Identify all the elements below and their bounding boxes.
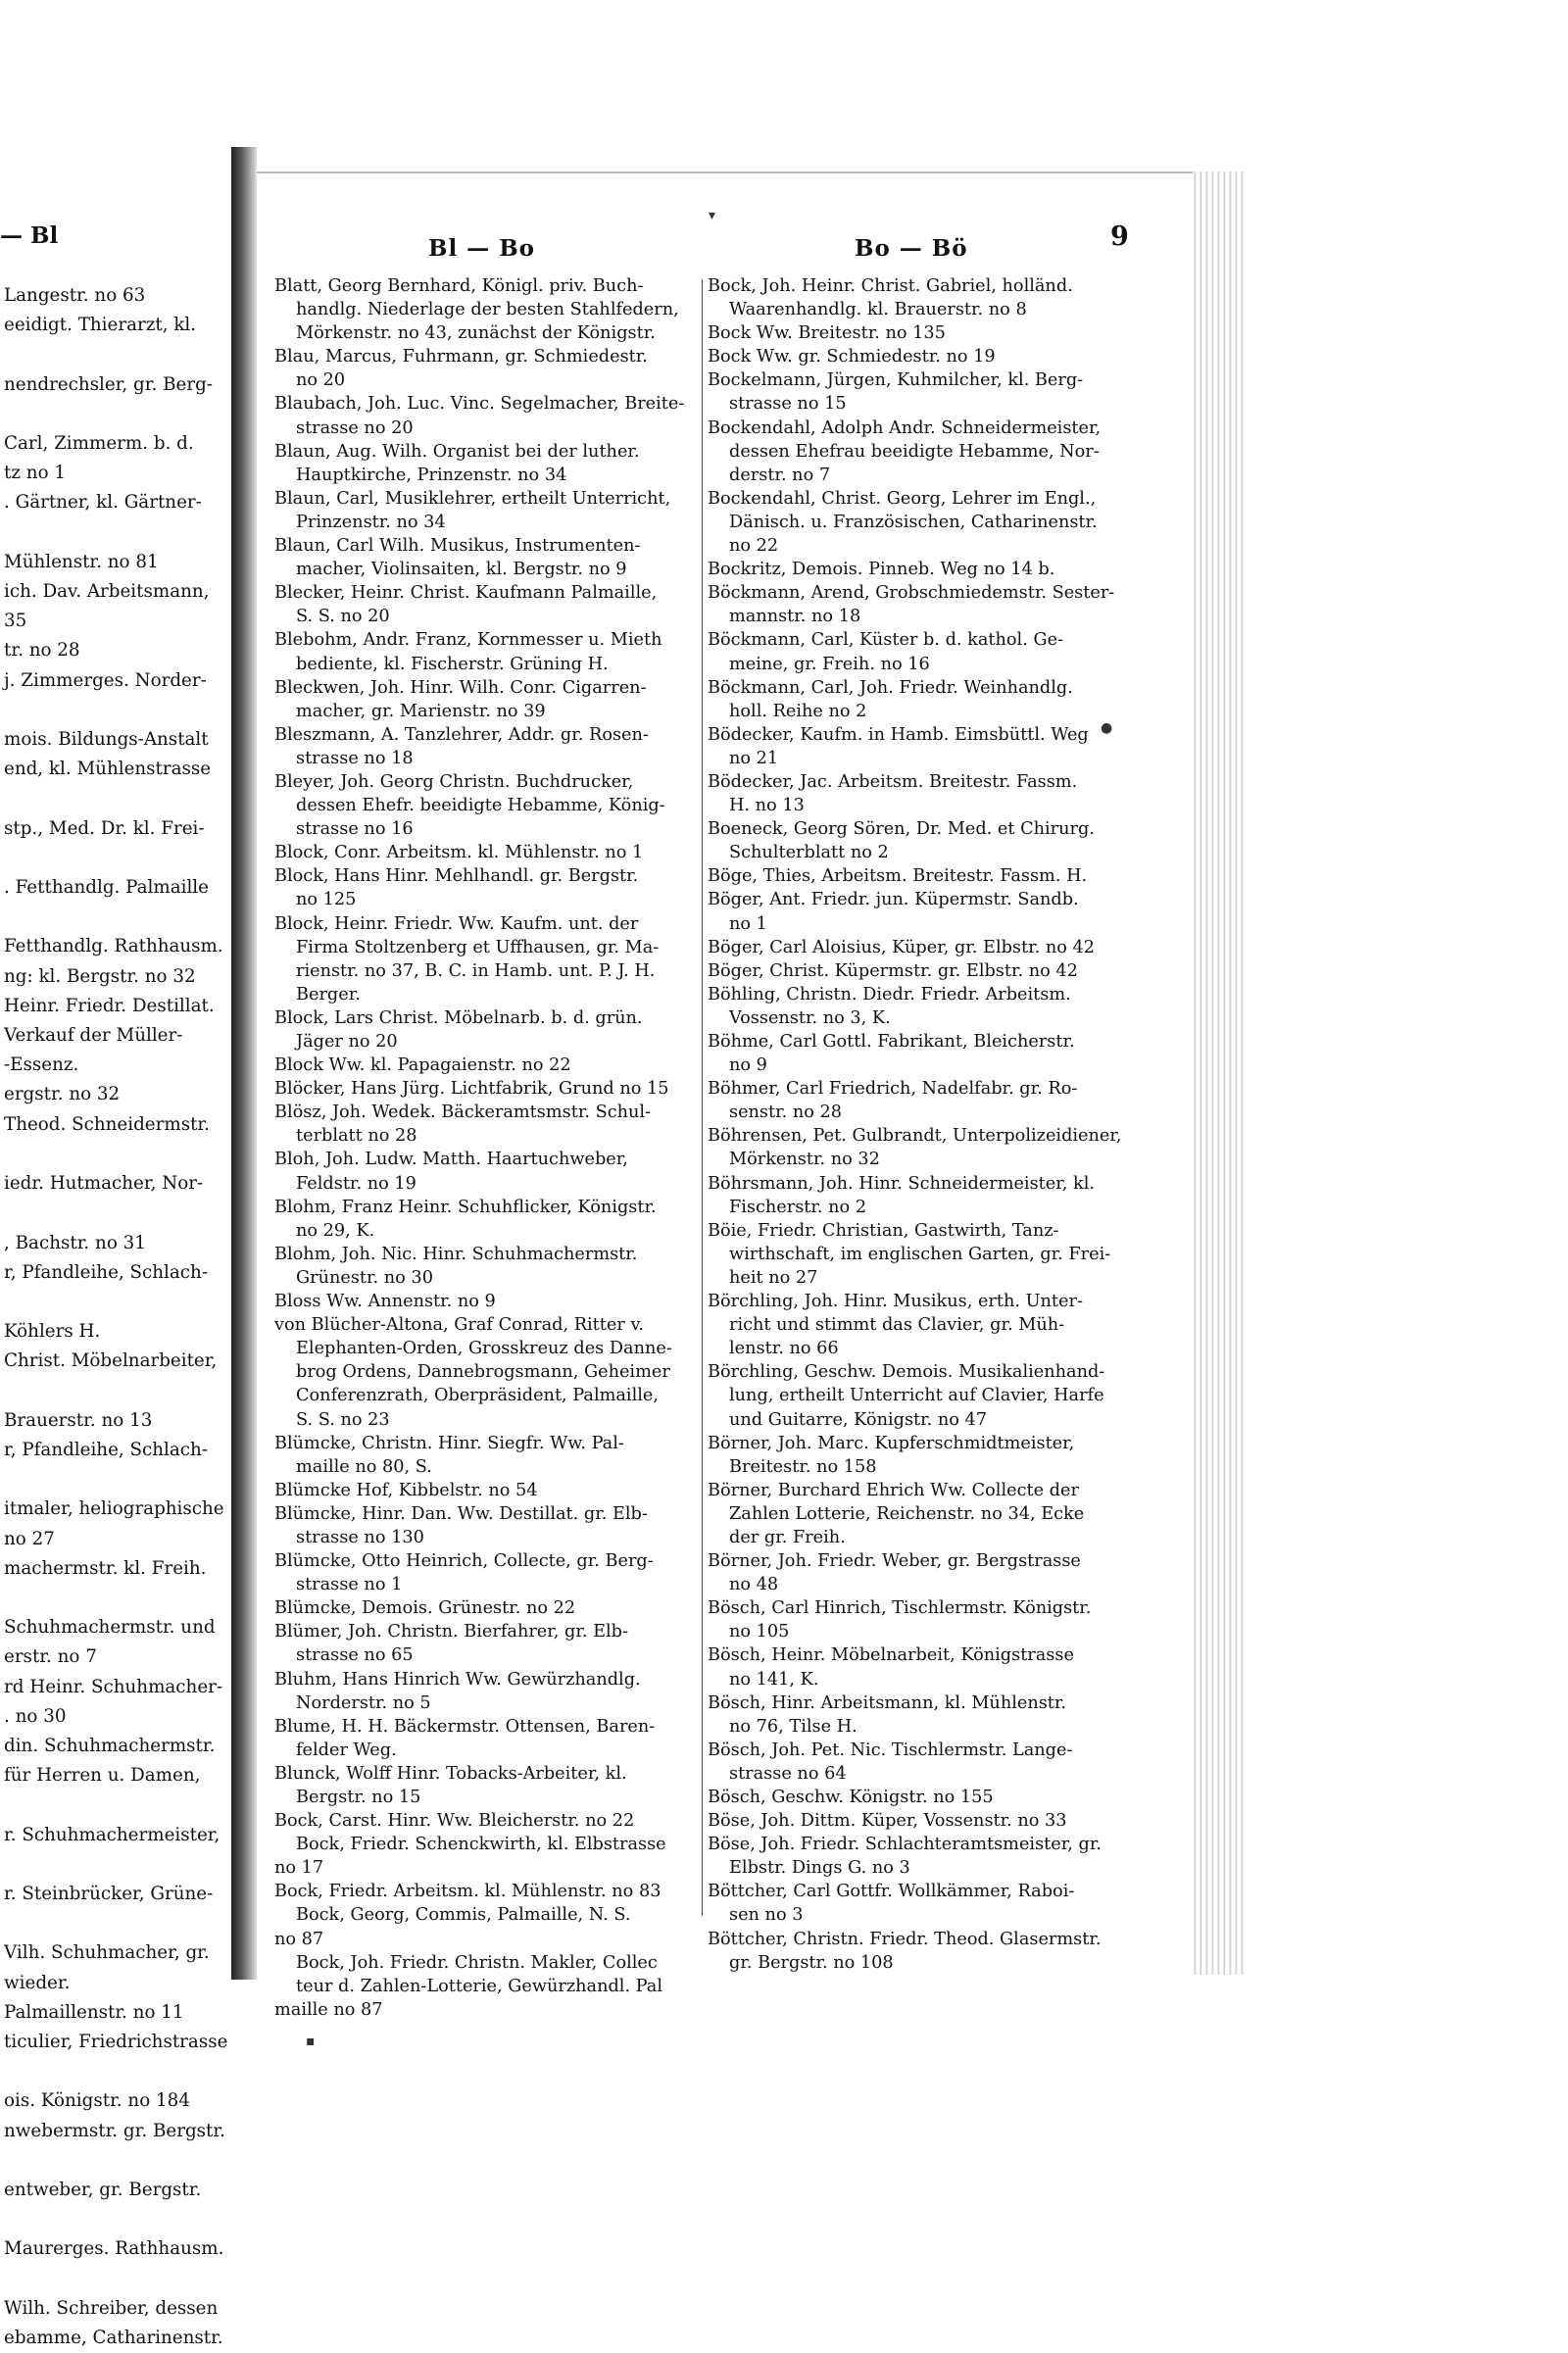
directory-entry-line: Böttcher, Carl Gottfr. Wollkämmer, Raboi-	[708, 1882, 1075, 1902]
directory-entry-line: Böhmer, Carl Friedrich, Nadelfabr. gr. Ro-	[708, 1079, 1078, 1100]
page-number: 9	[1110, 221, 1129, 252]
directory-entry-line: mannstr. no 18	[729, 607, 861, 627]
previous-page-line: Fetthandlg. Rathhausm.	[4, 936, 223, 957]
previous-page-line: Palmaillenstr. no 11	[4, 2001, 184, 2023]
directory-entry-line: Norderstr. no 5	[296, 1692, 431, 1713]
previous-page-line: ticulier, Friedrichstrasse	[4, 2031, 228, 2052]
directory-entry-line: Börner, Burchard Ehrich Ww. Collecte der	[708, 1480, 1079, 1500]
previous-page-line	[4, 696, 227, 725]
directory-entry-line: Breitestr. no 158	[729, 1456, 877, 1477]
directory-entry-line: macher, Violinsaiten, kl. Bergstr. no 9	[296, 560, 627, 580]
directory-entry-line: no 105	[729, 1622, 790, 1642]
previous-page-line: . Gärtner, kl. Gärtner-	[4, 492, 202, 514]
previous-page-line	[4, 1790, 227, 1820]
previous-page-line: Carl, Zimmerm. b. d.	[4, 433, 194, 455]
previous-page-line: Brauerstr. no 13	[4, 1409, 153, 1431]
previous-page-line: -Essenz.	[4, 1054, 79, 1076]
directory-entry-line: Blume, H. H. Bäckermstr. Ottensen, Baren-	[274, 1716, 656, 1737]
previous-page-line: Köhlers H.	[4, 1321, 101, 1343]
directory-entry-line: Börner, Joh. Friedr. Weber, gr. Bergstrasse	[708, 1551, 1081, 1572]
directory-entry-line: Blaun, Carl Wilh. Musikus, Instrumenten-	[274, 536, 641, 557]
directory-entry-line: wirthschaft, im englischen Garten, gr. Frei-	[729, 1244, 1111, 1264]
previous-page-line: Theod. Schneidermstr.	[4, 1113, 210, 1135]
directory-entry-line: Bock Ww. Breitestr. no 135	[708, 323, 946, 344]
previous-page-line: r, Pfandleihe, Schlach-	[4, 1261, 208, 1283]
directory-entry-line: handlg. Niederlage der besten Stahlfedern,	[296, 300, 679, 320]
directory-entry-line: Blümcke, Hinr. Dan. Ww. Destillat. gr. Elb-	[274, 1503, 648, 1524]
directory-entry-line: macher, gr. Marienstr. no 39	[296, 701, 546, 721]
directory-entry-line: strasse no 64	[729, 1763, 847, 1784]
ink-mark: ▪	[306, 2034, 316, 2049]
directory-entry-line: strasse no 20	[296, 417, 414, 438]
directory-entry-line: Bock, Friedr. Arbeitsm. kl. Mühlenstr. no 83	[274, 1882, 662, 1902]
previous-page-line: Vilh. Schuhmacher, gr.	[4, 1942, 210, 1964]
directory-entry-line: Blümcke, Christn. Hinr. Siegfr. Ww. Pal-	[274, 1433, 624, 1453]
directory-entry-line: lung, ertheilt Unterricht auf Clavier, Harfe	[729, 1386, 1104, 1406]
directory-entry-line: Mörkenstr. no 32	[729, 1150, 880, 1170]
previous-page-line: Mühlenstr. no 81	[4, 551, 159, 572]
directory-entry-line: Block, Heinr. Friedr. Ww. Kaufm. unt. der	[274, 913, 639, 934]
previous-page-line: Langestr. no 63	[4, 285, 146, 306]
directory-entry-line: meine, gr. Freih. no 16	[729, 654, 930, 674]
previous-page-line	[4, 784, 227, 813]
directory-entry-line: holl. Reihe no 2	[729, 701, 867, 721]
previous-page-line: r, Pfandleihe, Schlach-	[4, 1439, 208, 1460]
previous-page-line: tz no 1	[4, 463, 67, 484]
directory-entry-line: Böger, Ant. Friedr. jun. Küpermstr. Sandb.	[708, 890, 1079, 910]
directory-entry-line: Blöcker, Hans Jürg. Lichtfabrik, Grund no 15	[274, 1079, 669, 1100]
directory-entry-line: dessen Ehefr. beeidigte Hebamme, König-	[296, 796, 665, 816]
directory-entry-line: Böger, Carl Aloisius, Küper, gr. Elbstr. no 42	[708, 937, 1096, 957]
directory-entry-line: Blohm, Joh. Nic. Hinr. Schuhmachermstr.	[274, 1244, 638, 1264]
directory-entry-line: no 48	[729, 1575, 779, 1595]
directory-entry-line: strasse no 18	[296, 748, 414, 768]
previous-page-line: . no 30	[4, 1705, 67, 1727]
directory-entry-line: Blohm, Franz Heinr. Schuhflicker, Königstr.	[274, 1197, 657, 1217]
previous-page-line	[4, 2265, 227, 2294]
previous-page-line: rd Heinr. Schuhmacher-	[4, 1676, 223, 1697]
directory-entry-line: gr. Bergstr. no 108	[729, 1952, 894, 1973]
directory-entry-line: senstr. no 28	[729, 1103, 843, 1123]
previous-page-line: ois. Königstr. no 184	[4, 2090, 190, 2112]
directory-entry-line: Blaun, Aug. Wilh. Organist bei der luther.	[274, 441, 640, 462]
directory-entry-line: no 87	[274, 1929, 324, 1949]
directory-entry-line: strasse no 16	[296, 819, 414, 840]
previous-page-line: j. Zimmerges. Norder-	[4, 669, 207, 691]
directory-entry-line: Blümer, Joh. Christn. Bierfahrer, gr. Elb-	[274, 1622, 628, 1642]
previous-page-line: eeidigt. Thierarzt, kl.	[4, 315, 197, 336]
directory-entry-line: Böttcher, Christn. Friedr. Theod. Glasermstr.	[708, 1929, 1102, 1949]
previous-page-line: Verkauf der Müller-	[4, 1025, 183, 1047]
previous-page-line: nwebermstr. gr. Bergstr.	[4, 2120, 225, 2141]
directory-entry-line: Bloss Ww. Annenstr. no 9	[274, 1292, 496, 1312]
directory-entry-line: H. no 13	[729, 796, 805, 816]
directory-entry-line: Block, Lars Christ. Möbelnarb. b. d. grün.	[274, 1007, 643, 1028]
previous-page-line: mois. Bildungs-Anstalt	[4, 729, 209, 751]
directory-entry-line: Bockendahl, Christ. Georg, Lehrer im Engl.,	[708, 488, 1097, 509]
directory-entry-line: dessen Ehefrau beeidigte Hebamme, Nor-	[729, 441, 1100, 462]
previous-page-body	[0, 281, 227, 2353]
directory-entry-line: Böhling, Christn. Diedr. Friedr. Arbeitsm.	[708, 984, 1071, 1005]
directory-entry-line: terblatt no 28	[296, 1126, 417, 1147]
directory-entry-line: Bleckwen, Joh. Hinr. Wilh. Conr. Cigarren-	[274, 677, 647, 698]
column-divider	[702, 279, 703, 1916]
directory-entry-line: strasse no 1	[296, 1575, 403, 1595]
directory-entry-line: Vossenstr. no 3, K.	[729, 1007, 891, 1028]
directory-entry-line: Blecker, Heinr. Christ. Kaufmann Palmaille,	[274, 583, 658, 604]
directory-entry-line: Blaun, Carl, Musiklehrer, ertheilt Unterricht,	[274, 488, 671, 509]
directory-entry-line: S. S. no 20	[296, 607, 390, 627]
directory-entry-line: no 9	[729, 1055, 767, 1076]
directory-entry-line: no 21	[729, 748, 779, 768]
directory-entry-line: Bock, Joh. Friedr. Christn. Makler, Collec	[296, 1952, 658, 1973]
directory-entry-line: Böhme, Carl Gottl. Fabrikant, Bleicherstr.	[708, 1032, 1075, 1052]
directory-entry-line: brog Ordens, Dannebrogsmann, Geheimer	[296, 1362, 670, 1383]
directory-entry-line: Bock, Joh. Heinr. Christ. Gabriel, holländ.	[708, 276, 1073, 296]
previous-page-line	[4, 400, 227, 429]
previous-page-line	[4, 1140, 227, 1169]
previous-page-line: ebamme, Catharinenstr.	[4, 2328, 223, 2349]
directory-entry-line: Blümcke Hof, Kibbelstr. no 54	[274, 1480, 538, 1500]
directory-entry-line: Mörkenstr. no 43, zunächst der Königstr.	[296, 323, 656, 344]
directory-entry-line: lenstr. no 66	[729, 1339, 839, 1359]
previous-page-line: wieder.	[4, 1972, 71, 1993]
previous-page-line: no 27	[4, 1528, 55, 1549]
ink-mark: ●	[1101, 720, 1113, 736]
directory-entry-line: Firma Stoltzenberg et Uffhausen, gr. Ma-	[296, 937, 660, 957]
previous-page-line	[4, 1465, 227, 1495]
directory-entry-line: Bleyer, Joh. Georg Christn. Buchdrucker,	[274, 771, 634, 792]
previous-page-line: iedr. Hutmacher, Nor-	[4, 1173, 204, 1195]
directory-entry-line: Prinzenstr. no 34	[296, 512, 446, 532]
directory-entry-line: no 125	[296, 890, 357, 910]
previous-page-line: . Fetthandlg. Palmaille	[4, 877, 209, 899]
directory-entry-line: Hauptkirche, Prinzenstr. no 34	[296, 465, 567, 485]
directory-entry-line: Böie, Friedr. Christian, Gastwirth, Tanz-	[708, 1220, 1059, 1241]
directory-entry-line: Böger, Christ. Küpermstr. gr. Elbstr. no 42	[708, 960, 1078, 981]
directory-entry-line: maille no 80, S.	[296, 1456, 432, 1477]
previous-page-header: — Bl	[0, 222, 59, 249]
directory-entry-line: Bock, Georg, Commis, Palmaille, N. S.	[296, 1905, 631, 1926]
directory-entry-line: bediente, kl. Fischerstr. Grüning H.	[296, 654, 609, 674]
directory-entry-line: Bösch, Geschw. Königstr. no 155	[708, 1788, 994, 1807]
directory-entry-line: Jäger no 20	[296, 1032, 398, 1052]
directory-entry-line: der gr. Freih.	[729, 1527, 846, 1547]
previous-page-line: Maurerges. Rathhausm.	[4, 2238, 224, 2260]
directory-entry-line: Blösz, Joh. Wedek. Bäckeramtsmstr. Schul-	[274, 1103, 652, 1123]
previous-page-line: r. Schuhmachermeister,	[4, 1824, 220, 1845]
previous-page-line: ich. Dav. Arbeitsmann,	[4, 581, 210, 603]
directory-entry-line: no 1	[729, 913, 767, 934]
previous-page-line: Schuhmachermstr. und	[4, 1617, 216, 1639]
directory-entry-line: Block Ww. kl. Papagaienstr. no 22	[274, 1055, 571, 1076]
ink-mark: ▾	[709, 208, 716, 223]
previous-page-line	[4, 1288, 227, 1317]
directory-entry-line: Feldstr. no 19	[296, 1173, 416, 1194]
previous-page-line: machermstr. kl. Freih.	[4, 1557, 207, 1579]
directory-entry-line: strasse no 15	[729, 394, 847, 415]
directory-entry-line: Böge, Thies, Arbeitsm. Breitestr. Fassm. H.	[708, 866, 1088, 887]
directory-entry-line: derstr. no 7	[729, 465, 831, 485]
previous-page-line: Wilh. Schreiber, dessen	[4, 2297, 219, 2319]
directory-entry-line: Bösch, Joh. Pet. Nic. Tischlermstr. Lange-	[708, 1740, 1073, 1760]
previous-page-line: ng: kl. Bergstr. no 32	[4, 965, 196, 987]
previous-page-line: 35	[4, 611, 27, 632]
directory-entry-line: Bockendahl, Adolph Andr. Schneidermeister,	[708, 417, 1102, 438]
directory-entry-line: Böhrensen, Pet. Gulbrandt, Unterpolizeidiener,	[708, 1126, 1122, 1147]
directory-entry-line: Blunck, Wolff Hinr. Tobacks-Arbeiter, kl.	[274, 1763, 627, 1784]
directory-entry-line: Elbstr. Dings G. no 3	[729, 1858, 910, 1879]
page-edge	[1191, 172, 1245, 1975]
directory-entry-line: strasse no 130	[296, 1527, 424, 1547]
directory-entry-line: Dänisch. u. Französischen, Catharinenstr.	[729, 512, 1098, 532]
running-head-right: Bo — Bö	[855, 235, 968, 262]
previous-page-line	[4, 1909, 227, 1938]
directory-entry-line: Boeneck, Georg Sören, Dr. Med. et Chirurg.	[708, 819, 1095, 840]
previous-page-line: , Bachstr. no 31	[4, 1232, 146, 1253]
previous-page-line: din. Schuhmachermstr.	[4, 1735, 216, 1756]
directory-entry-line: Zahlen Lotterie, Reichenstr. no 34, Ecke	[729, 1503, 1085, 1524]
previous-page-line: itmaler, heliographische	[4, 1498, 224, 1520]
previous-page-line: entweber, gr. Bergstr.	[4, 2180, 202, 2200]
running-head-left: Bl — Bo	[428, 235, 535, 262]
directory-entry-line: no 20	[296, 370, 346, 391]
previous-page-line: für Herren u. Damen,	[4, 1765, 201, 1787]
directory-entry-line: Bock, Carst. Hinr. Ww. Bleicherstr. no 22	[274, 1811, 635, 1832]
previous-page-line: Christ. Möbelnarbeiter,	[4, 1350, 218, 1372]
directory-entry-line: strasse no 65	[296, 1645, 414, 1666]
previous-page-line: r. Steinbrücker, Grüne-	[4, 1883, 214, 1904]
directory-entry-line: und Guitarre, Königstr. no 47	[729, 1409, 988, 1430]
directory-entry-line: no 141, K.	[729, 1669, 819, 1690]
directory-entry-line: Bluhm, Hans Hinrich Ww. Gewürzhandlg.	[274, 1669, 641, 1690]
directory-entry-line: Berger.	[296, 984, 361, 1005]
previous-page-line: nendrechsler, gr. Berg-	[4, 373, 213, 395]
directory-entry-line: Böhrsmann, Joh. Hinr. Schneidermeister, kl.	[708, 1173, 1095, 1194]
previous-page-line	[4, 2146, 227, 2176]
directory-entry-line: Bleszmann, A. Tanzlehrer, Addr. gr. Rosen-	[274, 724, 649, 745]
directory-entry-line: Grünestr. no 30	[296, 1267, 433, 1288]
previous-page-line	[4, 1199, 227, 1228]
directory-entry-line: Blümcke, Otto Heinrich, Collecte, gr. Berg-	[274, 1551, 654, 1572]
directory-entry-line: Böse, Joh. Dittm. Küper, Vossenstr. no 33	[708, 1811, 1067, 1832]
directory-entry-line: felder Weg.	[296, 1740, 397, 1760]
previous-page-line	[4, 1584, 227, 1613]
directory-entry-line: no 76, Tilse H.	[729, 1716, 858, 1737]
directory-entry-line: Schulterblatt no 2	[729, 843, 889, 863]
directory-entry-line: Börchling, Joh. Hinr. Musikus, erth. Unter-	[708, 1292, 1083, 1312]
directory-entry-line: no 17	[274, 1858, 324, 1879]
previous-page-line: tr. no 28	[4, 640, 80, 662]
previous-page-fragment	[0, 222, 231, 2349]
directory-entry-line: Bösch, Hinr. Arbeitsmann, kl. Mühlenstr.	[708, 1692, 1067, 1713]
directory-entry-line: no 29, K.	[296, 1220, 375, 1241]
directory-entry-line: Bock Ww. gr. Schmiedestr. no 19	[708, 347, 996, 368]
page-top-edge	[257, 172, 1193, 173]
directory-entry-line: Bösch, Carl Hinrich, Tischlermstr. Königstr.	[708, 1598, 1092, 1619]
directory-entry-line: teur d. Zahlen-Lotterie, Gewürzhandl. Pal	[296, 1976, 662, 1996]
previous-page-line: ergstr. no 32	[4, 1084, 121, 1105]
previous-page-line: erstr. no 7	[4, 1646, 97, 1668]
directory-entry-line: Bockritz, Demois. Pinneb. Weg no 14 b.	[708, 560, 1055, 580]
previous-page-line	[4, 1377, 227, 1406]
directory-entry-line: Böse, Joh. Friedr. Schlachteramtsmeister, gr.	[708, 1835, 1102, 1855]
directory-entry-line: sen no 3	[729, 1905, 804, 1926]
directory-entry-line: Block, Hans Hinr. Mehlhandl. gr. Bergstr.	[274, 866, 639, 887]
directory-entry-line: Bloh, Joh. Ludw. Matth. Haartuchweber,	[274, 1150, 628, 1170]
previous-page-line: stp., Med. Dr. kl. Frei-	[4, 817, 205, 839]
directory-entry-line: Blebohm, Andr. Franz, Kornmesser u. Mieth	[274, 630, 662, 651]
directory-entry-line: maille no 87	[274, 1999, 383, 2020]
directory-entry-line: rienstr. no 37, B. C. in Hamb. unt. P. J. H.	[296, 960, 656, 981]
directory-entry-line: Bösch, Heinr. Möbelnarbeit, Königstrasse	[708, 1645, 1074, 1666]
directory-entry-line: Blümcke, Demois. Grünestr. no 22	[274, 1598, 576, 1619]
previous-page-line	[4, 903, 227, 932]
directory-entry-line: Bock, Friedr. Schenckwirth, kl. Elbstrasse	[296, 1835, 666, 1855]
directory-entry-line: Böckmann, Arend, Grobschmiedemstr. Sester-	[708, 583, 1115, 604]
directory-entry-line: Block, Conr. Arbeitsm. kl. Mühlenstr. no 1	[274, 843, 644, 863]
directory-entry-line: Conferenzrath, Oberpräsident, Palmaille,	[296, 1386, 659, 1406]
directory-entry-line: no 22	[729, 536, 779, 557]
directory-entry-line: Blatt, Georg Bernhard, Königl. priv. Buch-	[274, 276, 644, 296]
previous-page-line	[4, 518, 227, 548]
previous-page-line	[4, 1850, 227, 1880]
directory-entry-line: Elephanten-Orden, Grosskreuz des Danne-	[296, 1339, 672, 1359]
previous-page-line: Heinr. Friedr. Destillat.	[4, 995, 215, 1016]
previous-page-line	[4, 2205, 227, 2234]
previous-page-line	[4, 340, 227, 369]
directory-column-right	[708, 274, 1151, 1975]
directory-entry-line: Börchling, Geschw. Demois. Musikalienhand-	[708, 1362, 1105, 1383]
directory-entry-line: Blau, Marcus, Fuhrmann, gr. Schmiedestr.	[274, 347, 648, 368]
directory-entry-line: Böckmann, Carl, Joh. Friedr. Weinhandlg.	[708, 677, 1073, 698]
directory-entry-line: richt und stimmt das Clavier, gr. Müh-	[729, 1315, 1065, 1336]
directory-entry-line: Waarenhandlg. kl. Brauerstr. no 8	[729, 300, 1027, 320]
previous-page-line: end, kl. Mühlenstrasse	[4, 759, 212, 780]
directory-entry-line: Bergstr. no 15	[296, 1788, 421, 1807]
directory-entry-line: Bödecker, Kaufm. in Hamb. Eimsbüttl. Weg	[708, 724, 1089, 745]
directory-entry-line: Bödecker, Jac. Arbeitsm. Breitestr. Fassm.	[708, 771, 1078, 792]
book-gutter	[231, 147, 257, 1980]
directory-entry-line: Böckmann, Carl, Küster b. d. kathol. Ge-	[708, 630, 1064, 651]
directory-entry-line: Börner, Joh. Marc. Kupferschmidtmeister,	[708, 1433, 1075, 1453]
directory-entry-line: Bockelmann, Jürgen, Kuhmilcher, kl. Berg-	[708, 370, 1084, 391]
directory-entry-line: Blaubach, Joh. Luc. Vinc. Segelmacher, Breite-	[274, 394, 685, 415]
directory-entry-line: heit no 27	[729, 1267, 818, 1288]
directory-entry-line: Fischerstr. no 2	[729, 1197, 867, 1217]
directory-column-left	[274, 274, 702, 2022]
previous-page-line	[4, 844, 227, 873]
directory-entry-line: von Blücher-Altona, Graf Conrad, Ritter v.	[274, 1315, 644, 1336]
previous-page-line	[4, 2057, 227, 2086]
directory-entry-line: S. S. no 23	[296, 1409, 390, 1430]
